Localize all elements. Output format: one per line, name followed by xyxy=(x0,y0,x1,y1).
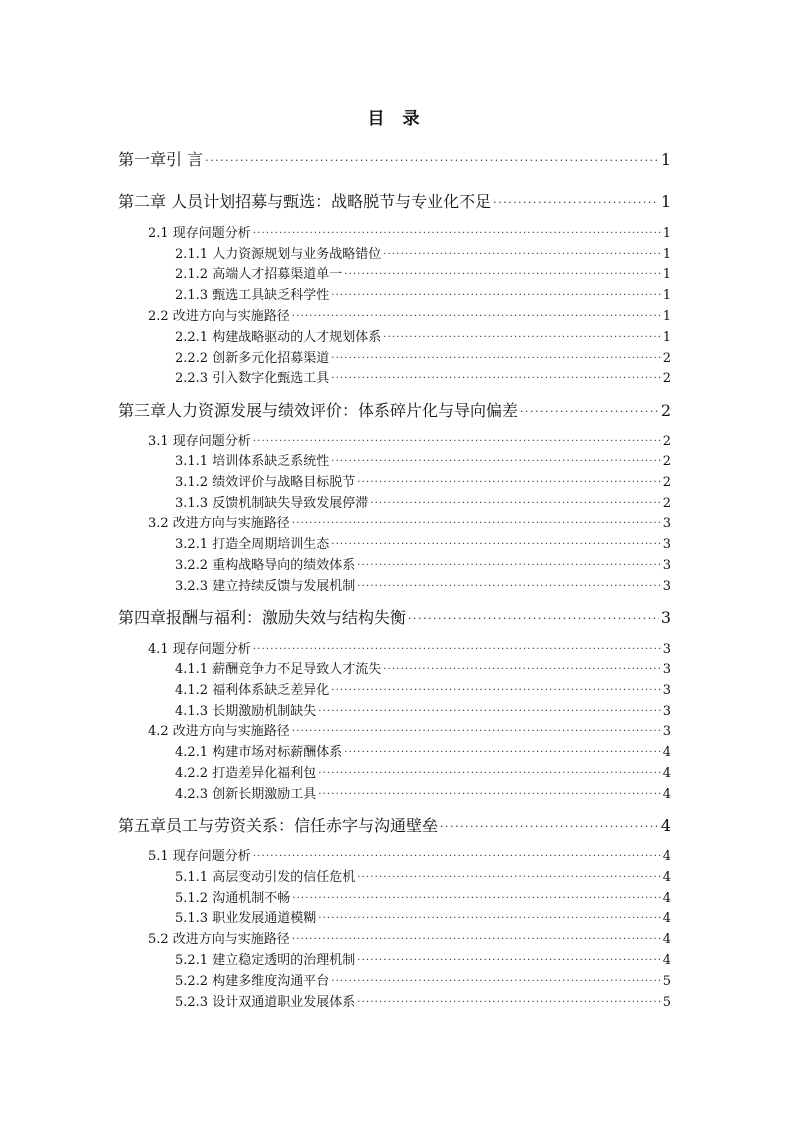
toc-entry-label: 3.2.1 打造全周期培训生态 xyxy=(175,537,330,552)
toc-entry-label: 第四章报酬与福利：激励失效与结构失衡 xyxy=(118,608,407,627)
dot-leader xyxy=(370,498,661,509)
dot-leader xyxy=(344,269,661,280)
toc-section-entry[interactable] xyxy=(118,638,671,657)
toc-subsection-entry[interactable] xyxy=(118,554,671,573)
toc-subsection-entry[interactable] xyxy=(118,575,671,594)
toc-entry-label: 3.2 改进方向与实施路径 xyxy=(148,516,290,531)
toc-chapter-entry[interactable] xyxy=(118,189,671,212)
dot-leader xyxy=(331,456,661,467)
toc-page-number: 4 xyxy=(662,787,671,802)
toc-subsection-entry[interactable] xyxy=(118,991,671,1010)
toc-entry-label: 5.2 改进方向与实施路径 xyxy=(148,932,290,947)
toc-entry-label: 第一章引 言 xyxy=(118,150,204,169)
toc-entry-label: 5.1.1 高层变动引发的信任危机 xyxy=(175,870,356,885)
toc-page-number: 4 xyxy=(662,891,671,906)
toc-page-number: 2 xyxy=(662,454,671,469)
toc-entry-label: 2.1 现存问题分析 xyxy=(148,226,251,241)
toc-page-number: 2 xyxy=(662,475,671,490)
toc-page-number: 4 xyxy=(660,816,671,835)
toc-page-number: 1 xyxy=(660,150,671,169)
toc-page-number: 2 xyxy=(662,351,671,366)
toc-page-number: 1 xyxy=(662,288,671,303)
toc-subsection-entry[interactable] xyxy=(118,450,671,469)
toc-subsection-entry[interactable] xyxy=(118,679,671,698)
toc-page-number: 1 xyxy=(660,192,671,211)
toc-entry-label: 2.1.1 人力资源规划与业务战略错位 xyxy=(175,247,382,262)
toc-entry-label: 4.1.2 福利体系缺乏差异化 xyxy=(175,683,330,698)
toc-entry-label: 2.2 改进方向与实施路径 xyxy=(148,309,290,324)
toc-entry-label: 3.1.3 反馈机制缺失导致发展停滞 xyxy=(175,496,369,511)
toc-entry-label: 5.1.2 沟通机制不畅 xyxy=(175,891,291,906)
toc-page-number: 3 xyxy=(662,558,671,573)
toc-entry-label: 第五章员工与劳资关系：信任赤字与沟通壁垒 xyxy=(118,816,439,835)
toc-page-number: 3 xyxy=(662,516,671,531)
toc-entry-label: 4.2.1 构建市场对标薪酬体系 xyxy=(175,745,343,760)
dot-leader xyxy=(383,332,661,343)
dot-leader xyxy=(253,228,661,239)
toc-entry-label: 第二章 人员计划招募与甄选：战略脱节与专业化不足 xyxy=(118,192,492,211)
toc-subsection-entry[interactable] xyxy=(118,347,671,366)
toc-subsection-entry[interactable] xyxy=(118,970,671,989)
dot-leader xyxy=(292,726,661,737)
toc-entry-label: 2.1.3 甄选工具缺乏科学性 xyxy=(175,288,330,303)
toc-section-entry[interactable] xyxy=(118,430,671,449)
toc-chapter-entry[interactable] xyxy=(118,813,671,836)
toc-subsection-entry[interactable] xyxy=(118,326,671,345)
toc-entry-label: 2.2.2 创新多元化招募渠道 xyxy=(175,351,330,366)
toc-entry-label: 5.2.3 设计双通道职业发展体系 xyxy=(175,995,356,1010)
toc-entry-label: 2.2.3 引入数字化甄选工具 xyxy=(175,371,330,386)
toc-subsection-entry[interactable] xyxy=(118,783,671,802)
dot-leader xyxy=(205,154,659,167)
toc-section-entry[interactable] xyxy=(118,222,671,241)
toc-section-entry[interactable] xyxy=(118,928,671,947)
toc-subsection-entry[interactable] xyxy=(118,284,671,303)
dot-leader xyxy=(357,997,661,1008)
dot-leader xyxy=(357,581,661,592)
dot-leader xyxy=(292,934,661,945)
toc-chapter-entry[interactable] xyxy=(118,398,671,421)
dot-leader xyxy=(318,768,661,779)
toc-subsection-entry[interactable] xyxy=(118,762,671,781)
toc-section-entry[interactable] xyxy=(118,305,671,324)
toc-subsection-entry[interactable] xyxy=(118,741,671,760)
toc-entry-label: 3.2.3 建立持续反馈与发展机制 xyxy=(175,579,356,594)
dot-leader xyxy=(408,612,659,625)
toc-section-entry[interactable] xyxy=(118,845,671,864)
toc-entry-label: 5.2.2 构建多维度沟通平台 xyxy=(175,974,330,989)
dot-leader xyxy=(357,955,661,966)
toc-subsection-entry[interactable] xyxy=(118,263,671,282)
dot-leader xyxy=(344,747,661,758)
toc-page-number: 5 xyxy=(662,974,671,989)
dot-leader xyxy=(331,976,661,987)
toc-page-number: 1 xyxy=(662,226,671,241)
toc-subsection-entry[interactable] xyxy=(118,243,671,262)
toc-entry-label: 4.1.1 薪酬竞争力不足导致人才流失 xyxy=(175,662,382,677)
dot-leader xyxy=(253,644,661,655)
dot-leader xyxy=(318,706,661,717)
dot-leader xyxy=(493,196,659,209)
toc-entry-label: 3.1.2 绩效评价与战略目标脱节 xyxy=(175,475,356,490)
toc-subsection-entry[interactable] xyxy=(118,471,671,490)
toc-section-entry[interactable] xyxy=(118,512,671,531)
dot-leader xyxy=(331,290,661,301)
toc-page-number: 3 xyxy=(662,579,671,594)
toc-entry-label: 5.1 现存问题分析 xyxy=(148,849,251,864)
dot-leader xyxy=(357,477,661,488)
dot-leader xyxy=(357,872,661,883)
toc-page-number: 4 xyxy=(662,766,671,781)
toc-page-number: 1 xyxy=(662,247,671,262)
toc-entry-label: 4.2.2 打造差异化福利包 xyxy=(175,766,317,781)
toc-page-number: 3 xyxy=(662,642,671,657)
toc-page-number: 4 xyxy=(662,911,671,926)
toc-page-number: 3 xyxy=(662,724,671,739)
toc-subsection-entry[interactable] xyxy=(118,887,671,906)
toc-page-number: 2 xyxy=(662,496,671,511)
toc-entry-label: 5.2.1 建立稳定透明的治理机制 xyxy=(175,953,356,968)
toc-page-number: 4 xyxy=(662,870,671,885)
dot-leader xyxy=(253,436,661,447)
toc-entry-label: 3.1.1 培训体系缺乏系统性 xyxy=(175,454,330,469)
dot-leader xyxy=(331,685,661,696)
toc-entry-label: 4.2.3 创新长期激励工具 xyxy=(175,787,317,802)
toc-entry-label: 2.2.1 构建战略驱动的人才规划体系 xyxy=(175,330,382,345)
dot-leader xyxy=(383,249,661,260)
dot-leader xyxy=(440,820,659,833)
dot-leader xyxy=(357,560,661,571)
toc-entry-label: 5.1.3 职业发展通道模糊 xyxy=(175,911,317,926)
dot-leader xyxy=(383,664,661,675)
toc-page-number: 2 xyxy=(662,434,671,449)
toc-page-number: 2 xyxy=(660,401,671,420)
toc-page-number: 4 xyxy=(662,849,671,864)
toc-entry-label: 4.1.3 长期激励机制缺失 xyxy=(175,704,317,719)
toc-page-number: 3 xyxy=(662,537,671,552)
toc-subsection-entry[interactable] xyxy=(118,949,671,968)
dot-leader xyxy=(331,353,661,364)
toc-page-number: 3 xyxy=(662,683,671,698)
toc-entry-label: 3.1 现存问题分析 xyxy=(148,434,251,449)
toc-title: 目 录 xyxy=(367,109,426,129)
toc-page-number: 5 xyxy=(662,995,671,1010)
dot-leader xyxy=(318,913,661,924)
toc-subsection-entry[interactable] xyxy=(118,492,671,511)
toc-page-number: 3 xyxy=(660,608,671,627)
dot-leader xyxy=(318,789,661,800)
toc-subsection-entry[interactable] xyxy=(118,533,671,552)
toc-entry-label: 4.2 改进方向与实施路径 xyxy=(148,724,290,739)
dot-leader xyxy=(292,518,661,529)
toc-page-number: 3 xyxy=(662,662,671,677)
toc-subsection-entry[interactable] xyxy=(118,658,671,677)
toc-page-number: 1 xyxy=(662,267,671,282)
dot-leader xyxy=(292,893,661,904)
dot-leader xyxy=(520,405,659,418)
toc-entry-label: 4.1 现存问题分析 xyxy=(148,642,251,657)
toc-subsection-entry[interactable] xyxy=(118,367,671,386)
toc-subsection-entry[interactable] xyxy=(118,700,671,719)
dot-leader xyxy=(331,539,661,550)
toc-page-number: 4 xyxy=(662,953,671,968)
toc-subsection-entry[interactable] xyxy=(118,866,671,885)
toc-subsection-entry[interactable] xyxy=(118,907,671,926)
toc-chapter-entry[interactable] xyxy=(118,605,671,628)
toc-page-number: 2 xyxy=(662,371,671,386)
toc-entry-label: 第三章人力资源发展与绩效评价：体系碎片化与导向偏差 xyxy=(118,401,519,420)
dot-leader xyxy=(253,851,661,862)
toc-page-number: 1 xyxy=(662,330,671,345)
dot-leader xyxy=(331,373,661,384)
dot-leader xyxy=(292,311,661,322)
toc-page-number: 4 xyxy=(662,745,671,760)
toc-page-number: 4 xyxy=(662,932,671,947)
toc-page-number: 3 xyxy=(662,704,671,719)
toc-entry-label: 3.2.2 重构战略导向的绩效体系 xyxy=(175,558,356,573)
toc-page-number: 1 xyxy=(662,309,671,324)
toc-section-entry[interactable] xyxy=(118,720,671,739)
toc-chapter-entry[interactable] xyxy=(118,147,671,170)
toc-entry-label: 2.1.2 高端人才招募渠道单一 xyxy=(175,267,343,282)
